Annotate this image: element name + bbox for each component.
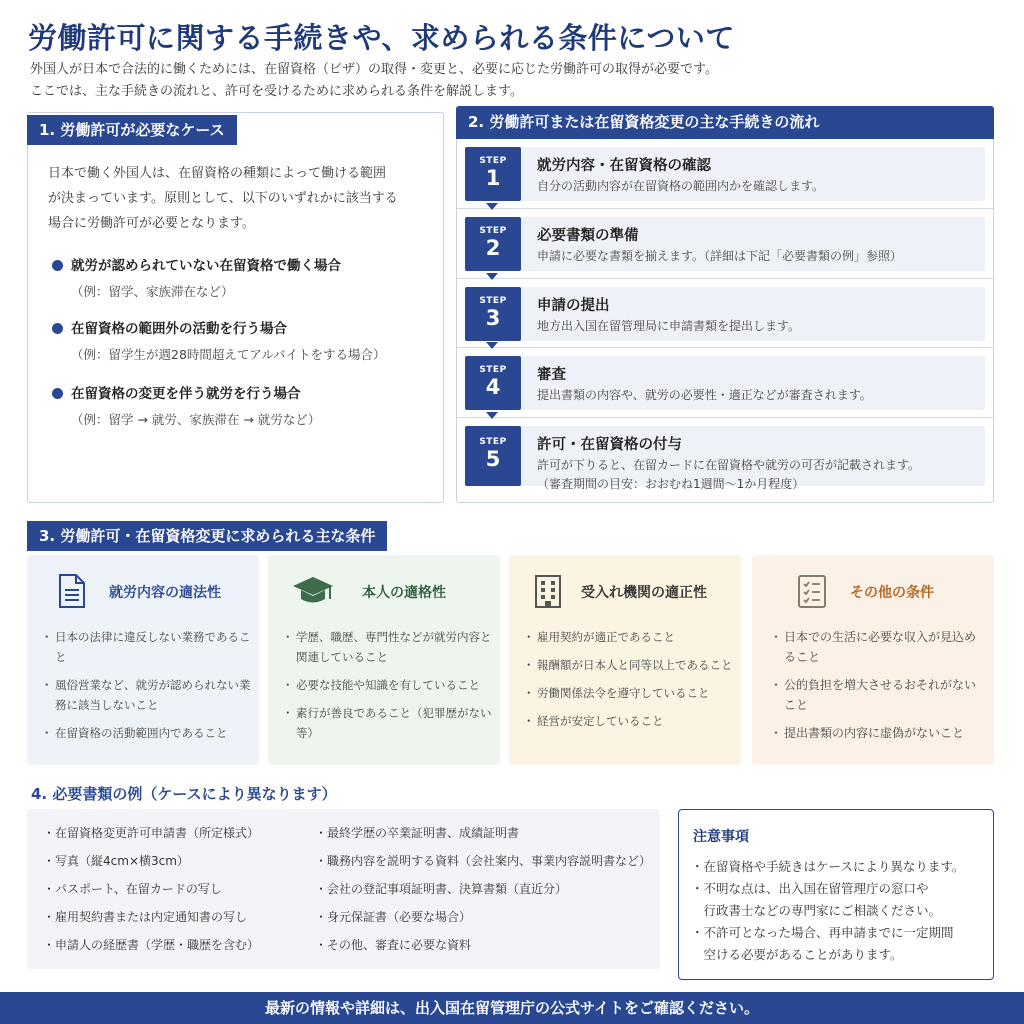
arrow-down-icon <box>486 412 498 419</box>
case-title: 在留資格の範囲外の活動を行う場合 <box>52 319 442 339</box>
step-item <box>465 217 985 271</box>
step-description: 許可が下りると、在留カードに在留資格や就労の可否が記載されます。 （審査期間の目安：おおむね1週間～1か月程度） <box>537 458 921 491</box>
list-item: ・雇用契約書または内定通知書の写し <box>43 910 248 924</box>
step-description: 地方出入国在留管理局に申請書類を提出します。 <box>537 319 801 333</box>
list-item: ・在留資格や手続きはケースにより異なります。 <box>691 859 965 874</box>
case-example: （例：留学、家族滞在など） <box>71 284 234 299</box>
step-item <box>465 147 985 201</box>
list-item: 空ける必要があることがあります。 <box>691 947 903 962</box>
list-item: ・ 学歴、職歴、専門性などが就労内容と関連していること <box>286 627 494 667</box>
section4-heading: 4. 必要書類の例（ケースにより異なります） <box>31 785 337 803</box>
condition-card <box>509 555 741 765</box>
step-description: 自分の活動内容が在留資格の範囲内かを確認します。 <box>537 179 825 193</box>
list-item: ・パスポート、在留カードの写し <box>43 882 222 896</box>
step-title: 申請の提出 <box>537 298 610 314</box>
card-title: 本人の適格性 <box>362 585 446 601</box>
arrow-down-icon <box>486 273 498 280</box>
card-header <box>752 573 994 609</box>
required-documents-box <box>27 809 660 969</box>
step-item <box>465 356 985 410</box>
condition-card <box>752 555 994 765</box>
checklist-icon <box>796 573 828 609</box>
caution-title: 注意事項 <box>693 829 749 845</box>
graduation-cap-icon <box>292 575 334 607</box>
card-list <box>527 627 735 739</box>
step-title: 必要書類の準備 <box>537 228 639 244</box>
step-description: 提出書類の内容や、就労の必要性・適正などが審査されます。 <box>537 388 872 402</box>
footer-banner: 最新の情報や詳細は、出入国在留管理庁の公式サイトをご確認ください。 <box>0 992 1024 1024</box>
section-work-permit-cases <box>27 112 444 503</box>
list-item: ・不明な点は、出入国在留管理庁の窓口や <box>691 881 929 896</box>
card-header <box>268 573 500 609</box>
divider <box>457 208 993 209</box>
section1-heading: 1. 労働許可が必要なケース <box>27 115 237 145</box>
intro-line: 外国人が日本で合法的に働くためには、在留資格（ビザ）の取得・変更と、必要に応じた労働許可の取得が必要です。 <box>30 62 718 77</box>
list-item: ・ 経営が安定していること <box>527 711 735 731</box>
list-item: ・在留資格変更許可申請書（所定様式） <box>43 826 260 840</box>
list-item: ・ 日本の法律に違反しない業務であること <box>45 627 253 667</box>
list-item: ・ 提出書類の内容に虚偽がないこと <box>774 723 986 743</box>
building-icon <box>533 573 563 609</box>
caution-box <box>678 809 994 980</box>
case-item <box>52 256 442 302</box>
case-example: （例：留学生が週28時間超えてアルバイトをする場合） <box>71 347 386 362</box>
arrow-down-icon <box>486 203 498 210</box>
step-badge: STEP 3 <box>465 287 521 341</box>
card-title: その他の条件 <box>850 585 934 601</box>
list-item: ・会社の登記事項証明書、決算書類（直近分） <box>315 882 568 896</box>
document-icon <box>57 573 87 609</box>
list-item: ・最終学歴の卒業証明書、成績証明書 <box>315 826 520 840</box>
card-title: 受入れ機関の適正性 <box>581 585 707 601</box>
step-badge: STEP 1 <box>465 147 521 201</box>
card-title: 就労内容の適法性 <box>109 585 221 601</box>
body-line: が決まっています。原則として、以下のいずれかに該当する <box>48 191 398 206</box>
step-title: 審査 <box>537 367 566 383</box>
list-item: ・ 必要な技能や知識を有していること <box>286 675 494 695</box>
step-item <box>465 426 985 491</box>
step-badge: STEP 5 <box>465 426 521 486</box>
section-procedure-flow <box>456 106 994 503</box>
case-title: 就労が認められていない在留資格で働く場合 <box>52 256 442 276</box>
condition-card <box>268 555 500 765</box>
list-item: ・写真（縦4cm×横3cm） <box>43 854 189 868</box>
list-item: ・申請人の経歴書（学歴・職歴を含む） <box>43 938 260 952</box>
divider <box>457 278 993 279</box>
card-header <box>27 573 259 609</box>
case-item <box>52 384 442 430</box>
card-list <box>774 627 986 751</box>
list-item: ・ 雇用契約が適正であること <box>527 627 735 647</box>
list-item: ・ 日本での生活に必要な収入が見込めること <box>774 627 986 667</box>
step-badge: STEP 4 <box>465 356 521 410</box>
bullet-dot-icon <box>52 388 63 399</box>
list-item: ・身元保証書（必要な場合） <box>315 910 472 924</box>
intro-text <box>30 59 718 103</box>
step-badge: STEP 2 <box>465 217 521 271</box>
case-item <box>52 319 442 365</box>
step-title: 許可・在留資格の付与 <box>537 437 682 453</box>
list-item: ・ 風俗営業など、就労が認められない業務に該当しないこと <box>45 675 253 715</box>
list-item: ・その他、審査に必要な資料 <box>315 938 472 952</box>
arrow-down-icon <box>486 342 498 349</box>
body-line: 日本で働く外国人は、在留資格の種類によって働ける範囲 <box>48 166 387 181</box>
bullet-dot-icon <box>52 323 63 334</box>
card-list <box>45 627 253 751</box>
intro-line: ここでは、主な手続きの流れと、許可を受けるために求められる条件を解説します。 <box>30 84 523 99</box>
caution-list <box>691 856 964 966</box>
step-item <box>465 287 985 341</box>
card-header <box>509 573 741 609</box>
section1-body <box>48 161 428 236</box>
body-line: 場合に労働許可が必要となります。 <box>48 216 255 231</box>
list-item: ・ 素行が善良であること（犯罪歴がない等） <box>286 703 494 743</box>
step-title: 就労内容・在留資格の確認 <box>537 158 711 174</box>
step-description: 申請に必要な書類を揃えます。（詳細は下記「必要書類の例」参照） <box>537 249 903 263</box>
list-item: ・ 労働関係法令を遵守していること <box>527 683 735 703</box>
documents-list-right <box>315 823 651 963</box>
list-item: ・ 在留資格の活動範囲内であること <box>45 723 253 743</box>
list-item: ・不許可となった場合、再申請までに一定期間 <box>691 925 954 940</box>
card-list <box>286 627 494 751</box>
page-title: 労働許可に関する手続きや、求められる条件について <box>28 21 735 55</box>
case-example: （例：留学 → 就労、家族滞在 → 就労など） <box>71 412 321 427</box>
divider <box>457 417 993 418</box>
section3-heading: 3. 労働許可・在留資格変更に求められる主な条件 <box>27 521 387 551</box>
condition-card <box>27 555 259 765</box>
documents-list-left <box>43 823 259 963</box>
bullet-dot-icon <box>52 260 63 271</box>
list-item: ・ 報酬額が日本人と同等以上であること <box>527 655 735 675</box>
divider <box>457 347 993 348</box>
list-item: 行政書士などの専門家にご相談ください。 <box>691 903 942 918</box>
list-item: ・ 公的負担を増大させるおそれがないこと <box>774 675 986 715</box>
list-item: ・職務内容を説明する資料（会社案内、事業内容説明書など） <box>315 854 652 868</box>
section2-heading: 2. 労働許可または在留資格変更の主な手続きの流れ <box>456 106 994 139</box>
case-title: 在留資格の変更を伴う就労を行う場合 <box>52 384 442 404</box>
